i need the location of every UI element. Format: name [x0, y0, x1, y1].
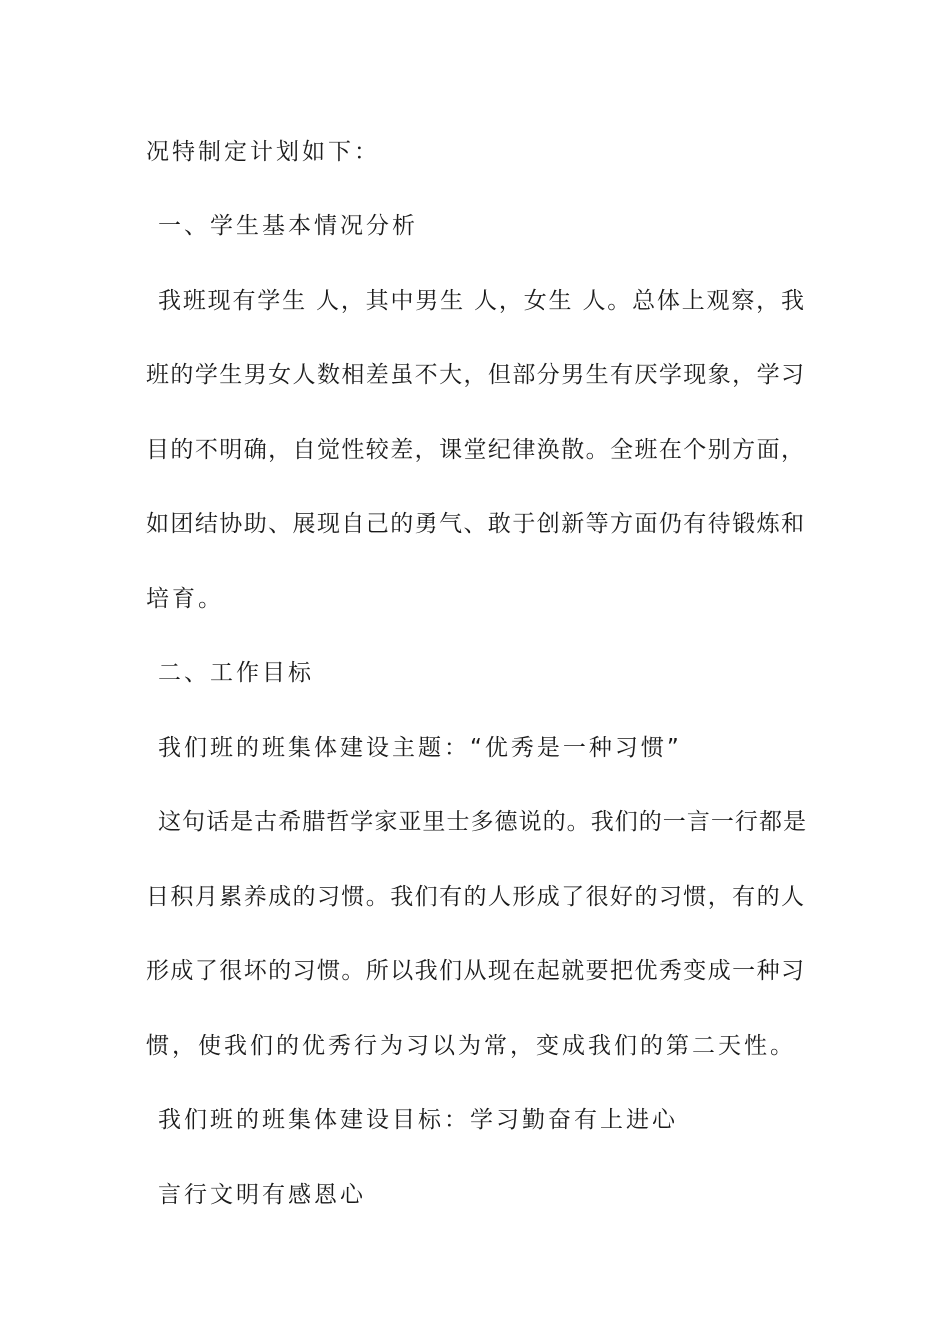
paragraph-line-theme: 我们班的班集体建设主题：“优秀是一种习惯”: [158, 735, 682, 761]
paragraph-line: 如团结协助、展现自己的勇气、敢于创新等方面仍有待锻炼和: [146, 511, 804, 537]
paragraph-line: 形成了很坏的习惯。所以我们从现在起就要把优秀变成一种习: [146, 958, 804, 984]
section-heading-student-analysis: 一、学生基本情况分析: [158, 213, 418, 239]
section-heading-work-goals: 二、工作目标: [158, 660, 314, 686]
paragraph-line: 这句话是古希腊哲学家亚里士多德说的。我们的一言一行都是: [158, 809, 806, 835]
paragraph-line: 目的不明确，自觉性较差，课堂纪律涣散。全班在个别方面，: [146, 437, 804, 463]
paragraph-line: 培育。: [146, 586, 224, 612]
paragraph-line: 我班现有学生 人，其中男生 人，女生 人。总体上观察，我: [158, 288, 804, 314]
text-line-continuation: 况特制定计划如下：: [146, 139, 380, 165]
paragraph-line-goal: 我们班的班集体建设目标：学习勤奋有上进心: [158, 1107, 678, 1133]
paragraph-line-goal: 言行文明有感恩心: [158, 1182, 366, 1208]
paragraph-line: 惯，使我们的优秀行为习以为常，变成我们的第二天性。: [146, 1033, 796, 1059]
paragraph-line: 班的学生男女人数相差虽不大，但部分男生有厌学现象，学习: [146, 362, 804, 388]
paragraph-line: 日积月累养成的习惯。我们有的人形成了很好的习惯，有的人: [146, 884, 804, 910]
